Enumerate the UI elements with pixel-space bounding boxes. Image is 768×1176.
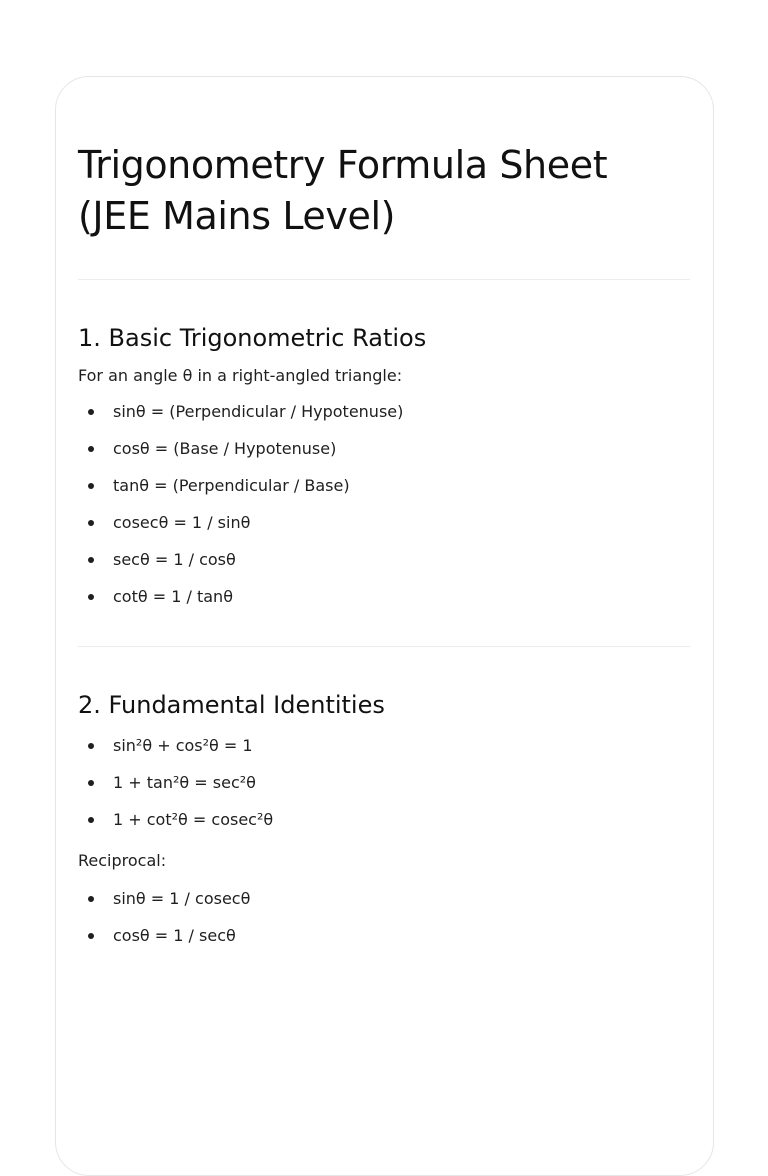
section-fundamental-identities — [78, 689, 690, 962]
document-content — [78, 140, 690, 962]
list-item: sin²θ + cos²θ = 1 — [78, 735, 690, 772]
list-item: 1 + tan²θ = sec²θ — [78, 772, 690, 809]
list-item: sinθ = 1 / cosecθ — [78, 888, 690, 925]
section-heading: 2. Fundamental Identities — [78, 691, 385, 719]
list-item: secθ = 1 / cosθ — [78, 549, 690, 586]
list-item: cosecθ = 1 / sinθ — [78, 512, 690, 549]
formula-list — [78, 401, 690, 623]
list-item: cosθ = (Base / Hypotenuse) — [78, 438, 690, 475]
list-item: cotθ = 1 / tanθ — [78, 586, 690, 623]
section-heading: 1. Basic Trigonometric Ratios — [78, 324, 427, 352]
list-item: 1 + cot²θ = cosec²θ — [78, 809, 690, 846]
section-intro: For an angle θ in a right-angled triangle: — [78, 366, 403, 385]
list-item: cosθ = 1 / secθ — [78, 925, 690, 962]
section-basic-ratios — [78, 322, 690, 623]
formula-list — [78, 735, 690, 846]
list-item: tanθ = (Perpendicular / Base) — [78, 475, 690, 512]
formula-list — [78, 888, 690, 962]
page-title: Trigonometry Formula Sheet (JEE Mains Level) — [78, 143, 608, 238]
divider — [78, 279, 690, 280]
list-item: sinθ = (Perpendicular / Hypotenuse) — [78, 401, 690, 438]
divider — [78, 646, 690, 647]
subheading: Reciprocal: — [78, 851, 167, 870]
